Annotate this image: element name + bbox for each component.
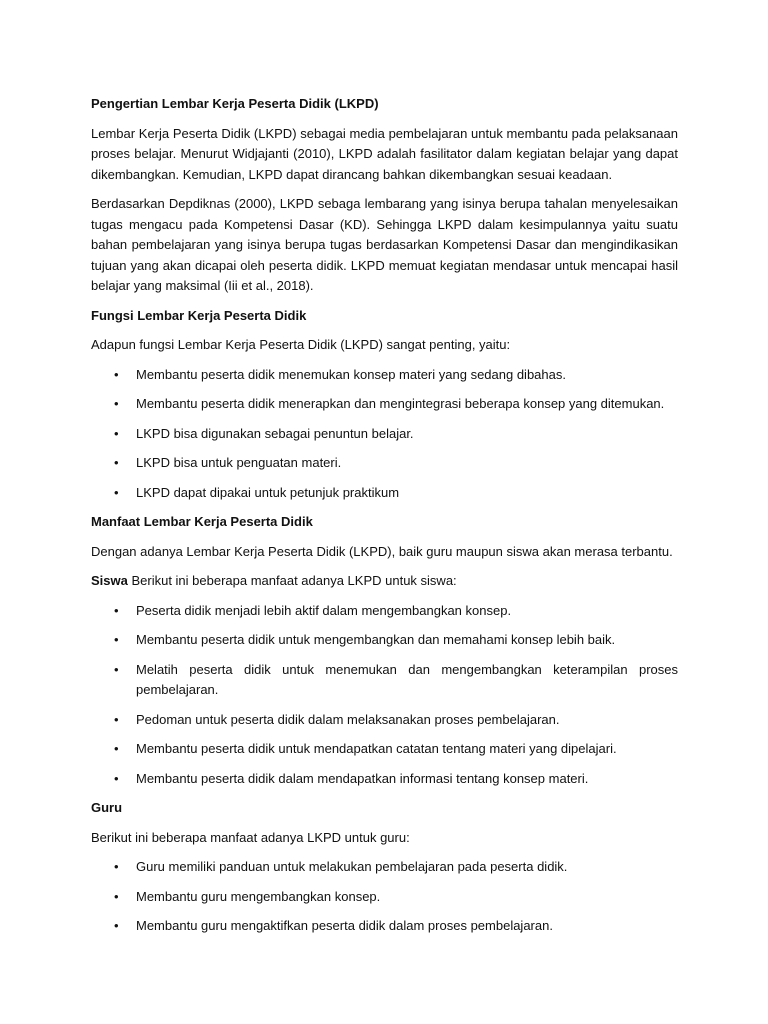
list-item-text: Peserta didik menjadi lebih aktif dalam mengembangkan konsep.	[136, 602, 512, 618]
list-item-text: Melatih peserta didik untuk menemukan dan mengembangkan keterampilan proses pembelajaran.	[136, 661, 678, 697]
list-item	[91, 710, 678, 731]
bullet-icon: •	[114, 859, 119, 874]
list-item	[91, 769, 678, 790]
list-item-text: Membantu peserta didik menerapkan dan mengintegrasi beberapa konsep yang ditemukan.	[136, 396, 665, 411]
bullet-icon: •	[114, 484, 119, 500]
list-item-text: Guru memiliki panduan untuk melakukan pembelajaran pada peserta didik.	[136, 859, 568, 874]
bullet-icon: •	[114, 741, 119, 756]
list-item	[91, 739, 678, 760]
list-item-text: LKPD bisa digunakan sebagai penuntun belajar.	[136, 425, 414, 441]
bullet-icon: •	[114, 661, 119, 677]
bullet-icon: •	[114, 425, 119, 441]
list-item	[91, 365, 678, 386]
list-item-text: Membantu peserta didik dalam mendapatkan informasi tentang konsep materi.	[136, 770, 589, 786]
list-item-text: Membantu guru mengaktifkan peserta didik dalam proses pembelajaran.	[136, 918, 553, 933]
list-item	[91, 916, 678, 937]
list-item-text: Membantu peserta didik menemukan konsep materi yang sedang dibahas.	[136, 366, 566, 382]
list-item-text: Membantu peserta didik untuk mengembangkan dan memahami konsep lebih baik.	[136, 632, 616, 647]
heading-guru: Guru	[91, 800, 123, 815]
heading-fungsi: Fungsi Lembar Kerja Peserta Didik	[91, 307, 307, 323]
bullet-icon: •	[114, 918, 119, 933]
paragraph-fungsi-intro: Adapun fungsi Lembar Kerja Peserta Didik (LKPD) sangat penting, yaitu:	[91, 337, 511, 352]
list-fungsi	[91, 365, 678, 504]
paragraph-siswa-intro	[91, 571, 678, 592]
list-item-text: LKPD bisa untuk penguatan materi.	[136, 455, 342, 470]
list-item	[91, 630, 678, 651]
bullet-icon: •	[114, 888, 119, 904]
list-item	[91, 394, 678, 415]
paragraph-pengertian-2: Berdasarkan Depdiknas (2000), LKPD sebaga lembarang yang isinya berupa tahalan menyelesaikan tugas mengacu pada Kompetensi Dasar (KD). Sehingga LKPD dalam kesimpulannya yaitu suatu bahan pembelajaran yang isinya berupa tugas berdasarkan Kompetensi Dasar dan mengindikasikan tujuan yang akan dicapai oleh peserta didik. LKPD memuat kegiatan mendasar untuk mencapai hasil belajar yang maksimal (Iii et al., 2018).	[91, 196, 678, 293]
list-item	[91, 453, 678, 474]
list-item-text: LKPD dapat dipakai untuk petunjuk praktikum	[136, 484, 400, 500]
heading-pengertian: Pengertian Lembar Kerja Peserta Didik (LKPD)	[91, 96, 379, 111]
bullet-icon: •	[114, 455, 119, 470]
list-item-text: Membantu guru mengembangkan konsep.	[136, 888, 381, 904]
list-item	[91, 887, 678, 908]
list-item-text: Pedoman untuk peserta didik dalam melaksanakan proses pembelajaran.	[136, 711, 560, 727]
bullet-icon: •	[114, 366, 119, 382]
bullet-icon: •	[114, 396, 119, 411]
list-guru	[91, 857, 678, 937]
siswa-intro-text: Berikut ini beberapa manfaat adanya LKPD untuk siswa:	[127, 573, 457, 588]
bullet-icon: •	[114, 602, 119, 618]
list-item	[91, 483, 678, 504]
list-item	[91, 601, 678, 622]
list-item	[91, 660, 678, 701]
paragraph-pengertian-1: Lembar Kerja Peserta Didik (LKPD) sebagai media pembelajaran untuk membantu pada pelaksanaan proses belajar. Menurut Widjajanti (2010), LKPD adalah fasilitator dalam kegiatan belajar yang dapat dikembangkan. Kemudian, LKPD dapat dirancang bahkan dikembangkan sesuai keadaan.	[91, 125, 678, 182]
list-item-text: Membantu peserta didik untuk mendapatkan catatan tentang materi yang dipelajari.	[136, 741, 617, 756]
bullet-icon: •	[114, 632, 119, 647]
label-siswa: Siswa	[91, 573, 128, 588]
list-item	[91, 857, 678, 878]
paragraph-guru-intro: Berikut ini beberapa manfaat adanya LKPD untuk guru:	[91, 829, 410, 845]
bullet-icon: •	[114, 711, 119, 727]
heading-manfaat: Manfaat Lembar Kerja Peserta Didik	[91, 514, 313, 529]
bullet-icon: •	[114, 770, 119, 786]
list-item	[91, 424, 678, 445]
list-siswa	[91, 601, 678, 790]
paragraph-manfaat-intro: Dengan adanya Lembar Kerja Peserta Didik (LKPD), baik guru maupun siswa akan merasa terbantu.	[91, 543, 673, 559]
